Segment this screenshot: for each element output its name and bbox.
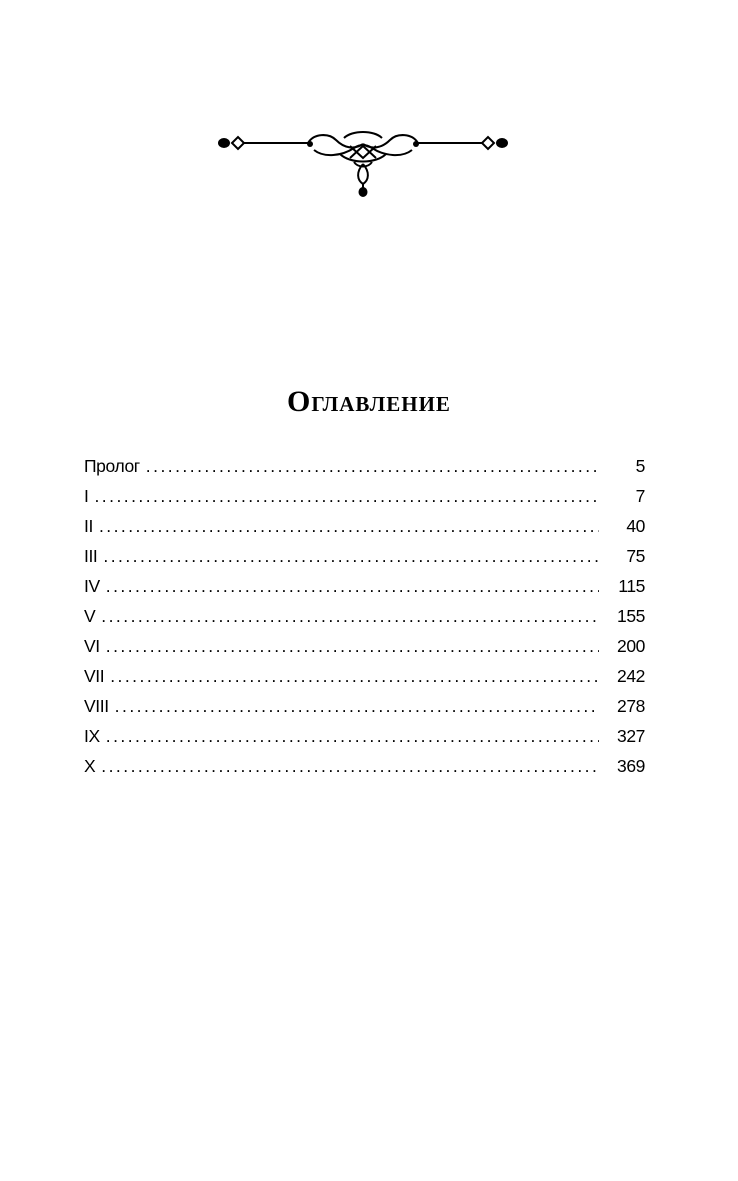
toc-entry-label: I — [84, 486, 89, 506]
dot-leader — [106, 571, 599, 601]
toc-entry-prologue[interactable] — [84, 451, 645, 481]
toc-entry-page: 369 — [617, 756, 645, 776]
dot-leader — [115, 691, 599, 721]
toc-entry-chapter-7[interactable] — [84, 661, 645, 691]
toc-entry-label: II — [84, 516, 93, 536]
toc-entry-chapter-8[interactable] — [84, 691, 645, 721]
toc-entry-chapter-10[interactable] — [84, 751, 645, 781]
toc-entry-chapter-3[interactable] — [84, 541, 645, 571]
dot-leader — [103, 541, 599, 571]
toc-entry-label: IV — [84, 576, 100, 596]
toc-entry-chapter-6[interactable] — [84, 631, 645, 661]
toc-entry-label: X — [84, 756, 96, 776]
toc-entry-chapter-1[interactable] — [84, 481, 645, 511]
toc-entry-chapter-4[interactable] — [84, 571, 645, 601]
toc-entry-label: VIII — [84, 696, 109, 716]
toc-entry-label: VI — [84, 636, 100, 656]
toc-entry-label: III — [84, 546, 98, 566]
toc-entry-page: 40 — [626, 516, 645, 536]
toc-entry-page: 5 — [635, 456, 645, 476]
toc-entry-label: VII — [84, 666, 105, 686]
toc-entry-page: 75 — [626, 546, 645, 566]
dot-leader — [106, 631, 599, 661]
toc-entry-label: IX — [84, 726, 100, 746]
toc-entry-chapter-2[interactable] — [84, 511, 645, 541]
page-title: Оглавление — [287, 385, 451, 418]
dot-leader — [106, 721, 599, 751]
toc-entry-page: 327 — [617, 726, 645, 746]
toc-entry-page: 242 — [617, 666, 645, 686]
dot-leader — [146, 451, 599, 481]
dot-leader — [99, 511, 599, 541]
toc-entry-page: 200 — [617, 636, 645, 656]
dot-leader — [94, 481, 599, 511]
dot-leader — [110, 661, 599, 691]
toc-entry-label: V — [84, 606, 96, 626]
toc-entry-page: 115 — [618, 576, 645, 596]
toc-entry-label: Пролог — [84, 456, 140, 476]
toc-entry-chapter-5[interactable] — [84, 601, 645, 631]
toc-entry-page: 155 — [617, 606, 645, 626]
dot-leader — [101, 601, 599, 631]
dot-leader — [101, 751, 599, 781]
decorative-divider-icon — [214, 128, 512, 202]
toc-entry-chapter-9[interactable] — [84, 721, 645, 751]
table-of-contents — [84, 451, 645, 781]
toc-entry-page: 7 — [635, 486, 645, 506]
toc-entry-page: 278 — [617, 696, 645, 716]
